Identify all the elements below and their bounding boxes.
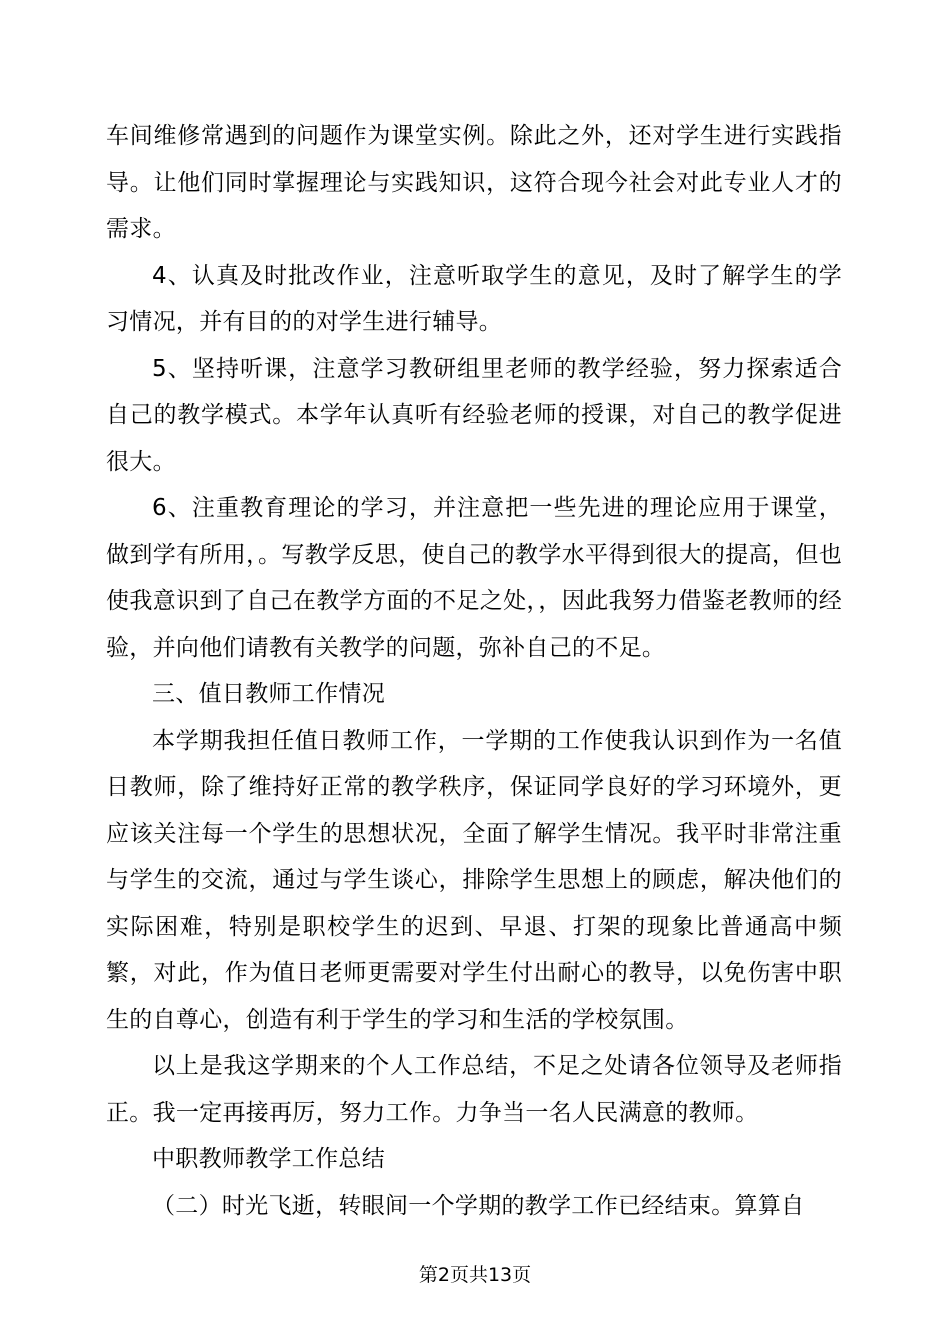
page-number: 第2页共13页: [418, 1264, 532, 1286]
section-heading-duty-teacher: 三、值日教师工作情况: [152, 681, 385, 707]
paragraph-item-4: 4、认真及时批改作业，注意听取学生的意见，及时了解学生的学习情况，并有目的的对学生进行辅导。: [106, 262, 842, 335]
paragraph-duty-teacher: 本学期我担任值日教师工作，一学期的工作使我认识到作为一名值日教师，除了维持好正常的教学秩序，保证同学良好的学习环境外，更应该关注每一个学生的思想状况，全面了解学生情况。我平时非常注重与学生的交流，通过与学生谈心，排除学生思想上的顾虑，解决他们的实际困难，特别是职校学生的迟到、早退、打架的现象比普通高中频繁，对此，作为值日老师更需要对学生付出耐心的教导，以免伤害中职生的自尊心，创造有利于学生的学习和生活的学校氛围。: [106, 727, 842, 1033]
paragraph-item-5: 5、坚持听课，注意学习教研组里老师的教学经验，努力探索适合自己的教学模式。本学年认真听有经验老师的授课，对自己的教学促进很大。: [106, 355, 842, 475]
paragraph-item-6: 6、注重教育理论的学习，并注意把一些先进的理论应用于课堂，做到学有所用，。写教学反思，使自己的教学水平得到很大的提高，但也使我意识到了自己在教学方面的不足之处，，因此我努力借鉴老教师的经验，并向他们请教有关教学的问题，弥补自己的不足。: [106, 495, 842, 661]
paragraph-continuation: 车间维修常遇到的问题作为课堂实例。除此之外，还对学生进行实践指导。让他们同时掌握理论与实践知识，这符合现今社会对此专业人才的需求。: [106, 123, 842, 242]
paragraph-conclusion: 以上是我这学期来的个人工作总结，不足之处请各位领导及老师指正。我一定再接再厉，努力工作。力争当一名人民满意的教师。: [106, 1053, 842, 1126]
document-body: [106, 113, 842, 1229]
document-subtitle: 中职教师教学工作总结: [152, 1146, 385, 1172]
paragraph-part-two: （二）时光飞逝，转眼间一个学期的教学工作已经结束。算算自: [152, 1192, 805, 1219]
